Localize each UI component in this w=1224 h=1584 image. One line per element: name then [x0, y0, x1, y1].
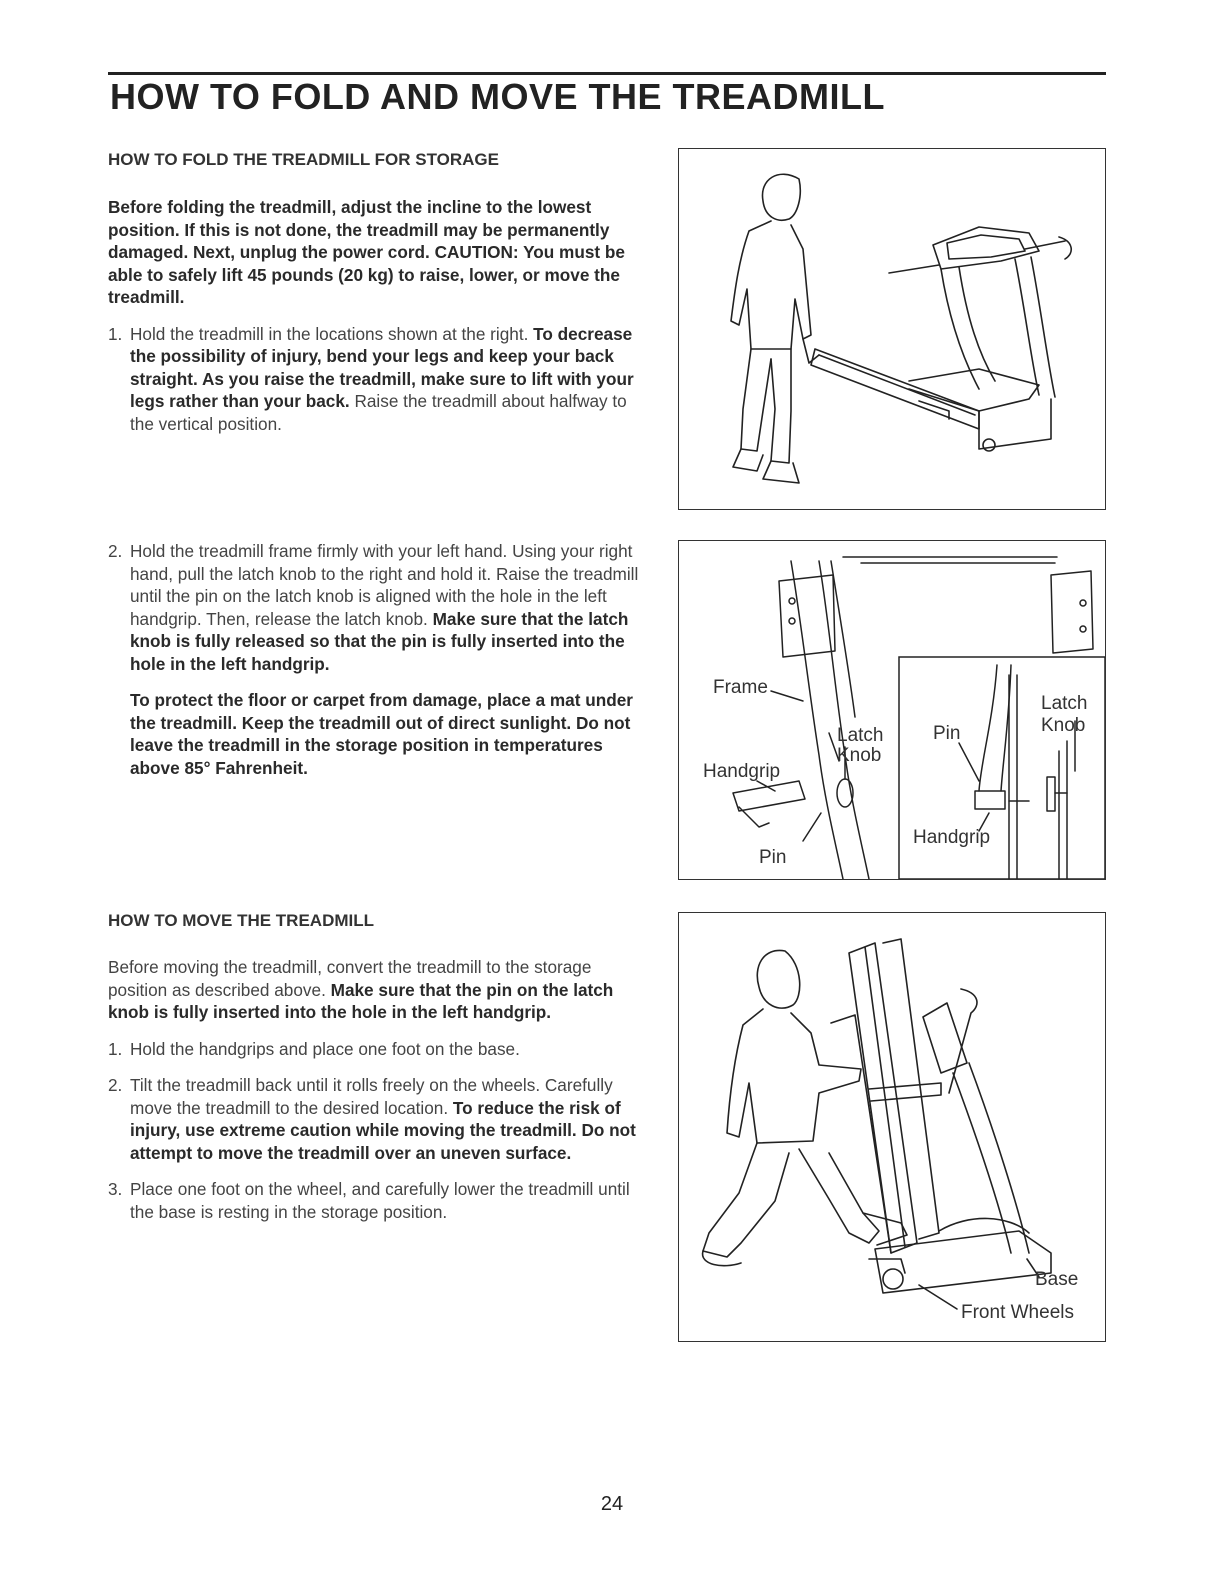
label-inset-knob: Knob: [1041, 715, 1086, 736]
label-inset-pin: Pin: [933, 723, 961, 744]
fold-text: [108, 196, 643, 435]
label-latch: Latch: [837, 725, 884, 746]
move-step-3: [108, 1178, 643, 1223]
label-inset-handgrip: Handgrip: [913, 827, 991, 848]
label-handgrip: Handgrip: [703, 761, 781, 782]
fold-step-2-text: Hold the treadmill frame firmly with your left hand. Using your right hand, pull the latch knob to the right and hold it. Raise the treadmill until the pin on the latch knob is aligned with the hole in the left handgrip. Then, release the latch knob.: [130, 541, 639, 629]
fold-step-1-warning: To decrease the possibility of injury, bend your legs and keep your back straight. As you raise the treadmill, make sure to lift with your legs rather than your back.: [130, 323, 634, 411]
title-rule: [108, 72, 1106, 75]
latch-detail-illustration: [679, 541, 1105, 879]
move-step-1-text: Hold the handgrips and place one foot on the base.: [130, 1038, 520, 1059]
label-front-wheels: Front Wheels: [961, 1302, 1074, 1323]
label-knob: Knob: [837, 745, 882, 766]
fold-note: To protect the floor or carpet from damage, place a mat under the treadmill. Keep the treadmill out of direct sunlight. Do not leave the treadmill in the storage position in temperatures above 85° Fahrenheit.: [130, 690, 633, 778]
move-text: [108, 956, 643, 1223]
move-step-1: [108, 1038, 643, 1061]
figure-move-treadmill: [678, 912, 1106, 1342]
step-number: 1.: [108, 323, 123, 344]
step-number: 3.: [108, 1179, 123, 1199]
label-frame: Frame: [713, 677, 768, 698]
move-step-2-warning: To reduce the risk of injury, use extreme caution while moving the treadmill. Do not attempt to move the treadmill over an uneven surface.: [130, 1097, 636, 1163]
move-step-2-text: Tilt the treadmill back until it rolls freely on the wheels. Carefully move the treadmill to the desired location.: [130, 1075, 613, 1118]
fold-intro: Before folding the treadmill, adjust the incline to the lowest position. If this is not done, the treadmill may be permanently damaged. Next, unplug the power cord. CAUTION: You must be able to safely lift 45 pounds (20 kg) to raise, lower, or move the treadmill.: [108, 197, 625, 307]
page-title: HOW TO FOLD AND MOVE THE TREADMILL: [110, 76, 885, 117]
fold-step-2-warning: Make sure that the latch knob is fully released so that the pin is fully inserted into the hole in the left handgrip.: [130, 608, 629, 674]
fold-step-1: [108, 323, 643, 436]
label-base: Base: [1035, 1269, 1079, 1290]
move-step-2: [108, 1074, 643, 1164]
label-inset-latch: Latch: [1041, 693, 1088, 714]
move-intro-warning: Make sure that the pin on the latch knob is fully inserted into the hole in the left handgrip.: [108, 979, 614, 1022]
lift-treadmill-illustration: [679, 149, 1105, 509]
move-treadmill-illustration: [679, 913, 1105, 1341]
step-number: 2.: [108, 1075, 123, 1095]
label-pin: Pin: [759, 847, 787, 868]
page-number: 24: [600, 1493, 624, 1515]
fold-heading: HOW TO FOLD THE TREADMILL FOR STORAGE: [108, 150, 499, 169]
figure-latch-detail: [678, 540, 1106, 880]
move-intro-text: Before moving the treadmill, convert the treadmill to the storage position as described above.: [108, 957, 592, 1000]
fold-step-2: [108, 540, 643, 675]
move-heading: HOW TO MOVE THE TREADMILL: [108, 911, 375, 930]
move-step-3-text: Place one foot on the wheel, and carefully lower the treadmill until the base is resting in the storage position.: [130, 1179, 630, 1222]
step-number: 1.: [108, 1038, 123, 1059]
fold-step-1-text: Hold the treadmill in the locations shown at the right.: [130, 323, 534, 344]
move-intro: [108, 956, 643, 1024]
fold-text-2: [108, 540, 643, 779]
fold-step-1-text-end: Raise the treadmill about halfway to the vertical position.: [130, 391, 627, 434]
step-number: 2.: [108, 541, 123, 561]
figure-lift-treadmill: [678, 148, 1106, 510]
